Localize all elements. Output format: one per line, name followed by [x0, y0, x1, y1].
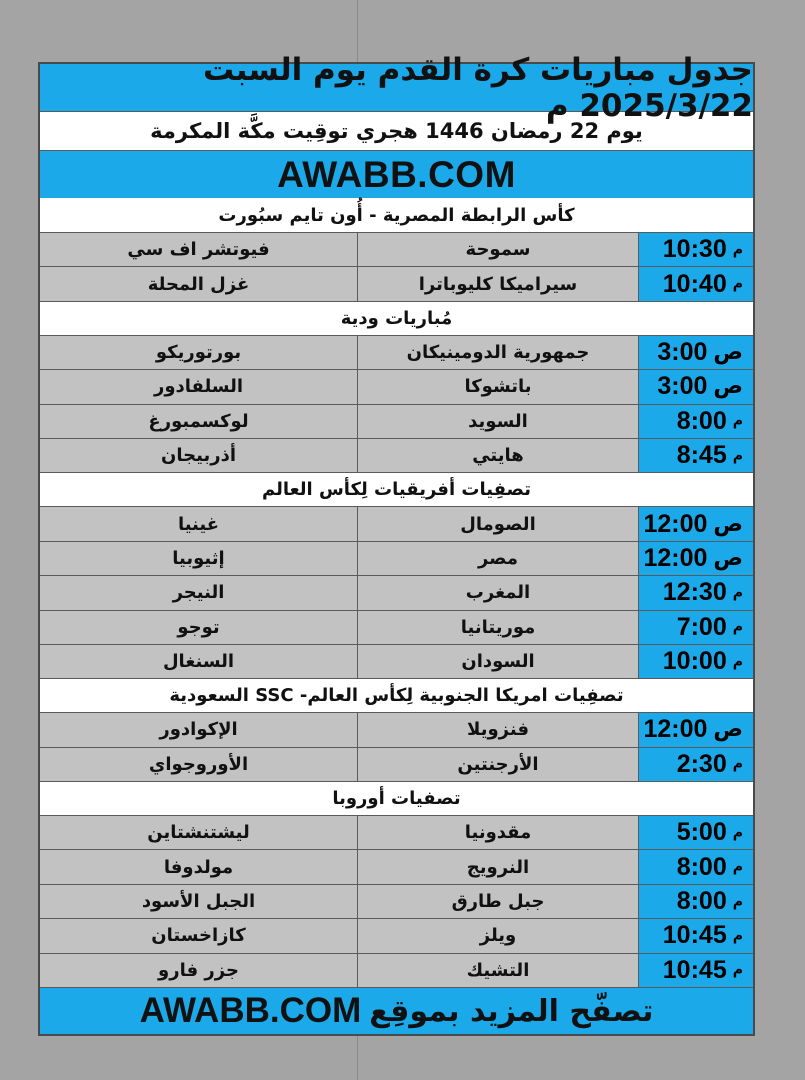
- schedule-title-row: [40, 51, 753, 124]
- match-time-cell: [638, 267, 753, 300]
- match-time: 8:00: [676, 887, 727, 916]
- match-time: 12:00: [643, 543, 708, 572]
- am-pm-label: م: [732, 893, 743, 910]
- match-time-cell: [638, 954, 753, 987]
- away-team: توجو: [177, 616, 220, 638]
- am-pm-label: ص: [713, 717, 743, 743]
- am-pm-label: م: [732, 619, 743, 636]
- match-time-cell: [638, 919, 753, 952]
- am-pm-label: م: [732, 756, 743, 773]
- competition-name: كأس الرابطة المصرية - أُون تايم سبُورت: [218, 204, 575, 226]
- am-pm-label: م: [732, 653, 743, 670]
- away-team: لوكسمبورغ: [148, 410, 249, 432]
- match-row: [40, 712, 753, 746]
- match-time-cell: [638, 233, 753, 266]
- match-time: 5:00: [676, 818, 727, 847]
- match-time: 8:00: [676, 852, 727, 881]
- home-team: هايتي: [357, 439, 638, 472]
- home-team: سيراميكا كليوباترا: [357, 267, 638, 300]
- site-banner-row: [40, 150, 753, 198]
- match-time-cell: [638, 439, 753, 472]
- home-team: مقدونيا: [357, 816, 638, 849]
- match-row: [40, 541, 753, 575]
- am-pm-label: م: [732, 859, 743, 876]
- match-row: [40, 918, 753, 952]
- away-team: جزر فارو: [158, 959, 239, 981]
- home-team: الأرجنتين: [357, 748, 638, 781]
- away-team: الإكوادور: [159, 719, 238, 741]
- home-team: المغرب: [357, 576, 638, 609]
- match-time: 10:45: [662, 955, 727, 984]
- am-pm-label: ص: [713, 374, 743, 400]
- am-pm-label: م: [732, 447, 743, 464]
- competition-header: [40, 472, 753, 506]
- match-row: [40, 610, 753, 644]
- competition-name: تصفِيات امريكا الجنوبية لِكأس العالم- SSC السعودية: [169, 685, 624, 707]
- match-time: 10:30: [662, 235, 727, 264]
- am-pm-label: م: [732, 824, 743, 841]
- competition-header: [40, 198, 753, 232]
- match-row: [40, 232, 753, 266]
- away-team: إثيوبيا: [172, 547, 225, 569]
- match-row: [40, 404, 753, 438]
- home-team: السودان: [357, 645, 638, 678]
- home-team: مصر: [357, 542, 638, 575]
- match-row: [40, 815, 753, 849]
- match-time-cell: [638, 713, 753, 746]
- match-schedule-sheet: [38, 51, 755, 1036]
- am-pm-label: ص: [713, 545, 743, 571]
- match-row: [40, 438, 753, 472]
- home-team: التشيك: [357, 954, 638, 987]
- away-team: غينيا: [177, 513, 220, 535]
- match-time: 10:40: [662, 269, 727, 298]
- match-time-cell: [638, 816, 753, 849]
- match-time-cell: [638, 507, 753, 540]
- match-time-cell: [638, 336, 753, 369]
- match-row: [40, 506, 753, 540]
- match-time: 8:45: [676, 441, 727, 470]
- match-time: 3:00: [657, 337, 708, 366]
- away-team: مولدوفا: [163, 856, 234, 878]
- match-time: 7:00: [676, 612, 727, 641]
- am-pm-label: م: [732, 241, 743, 258]
- away-team: السنغال: [162, 651, 235, 673]
- home-team: باتشوكا: [357, 370, 638, 403]
- footer-text: تصفّح المزيد بموقِع: [369, 993, 654, 1029]
- match-time: 2:30: [676, 749, 727, 778]
- match-row: [40, 884, 753, 918]
- competition-name: تصفيات أوروبا: [332, 788, 461, 810]
- competition-name: مُباريات ودية: [340, 307, 453, 329]
- match-row: [40, 747, 753, 781]
- footer-row: [40, 987, 753, 1034]
- schedule-title: جدول مباريات كرة القدم يوم السبت 2025/3/22 م: [202, 51, 753, 124]
- match-row: [40, 335, 753, 369]
- match-row: [40, 266, 753, 300]
- site-banner: AWABB.COM: [277, 153, 516, 195]
- sections-container: [40, 198, 753, 987]
- match-time-cell: [638, 611, 753, 644]
- match-time-cell: [638, 405, 753, 438]
- competition-name: تصفِيات أفريقيات لِكأس العالم: [261, 479, 532, 501]
- am-pm-label: م: [732, 276, 743, 293]
- match-time: 8:00: [676, 406, 727, 435]
- home-team: ويلز: [357, 919, 638, 952]
- match-time: 10:00: [662, 647, 727, 676]
- match-time: 12:30: [662, 578, 727, 607]
- away-team: غزل المحلة: [147, 273, 250, 295]
- away-team: بورتوريكو: [155, 341, 242, 363]
- competition-header: [40, 678, 753, 712]
- am-pm-label: م: [732, 584, 743, 601]
- away-team: الأوروجواي: [148, 753, 249, 775]
- away-team: ليشتنشتاين: [147, 822, 250, 844]
- footer-site: AWABB.COM: [139, 991, 362, 1031]
- match-row: [40, 369, 753, 403]
- match-row: [40, 849, 753, 883]
- match-row: [40, 953, 753, 987]
- competition-header: [40, 781, 753, 815]
- home-team: موريتانيا: [357, 611, 638, 644]
- hijri-date: يوم 22 رمضان 1446 هجري توقِيت مكَّة المكرمة: [150, 119, 643, 143]
- match-time: 12:00: [643, 715, 708, 744]
- home-team: النرويج: [357, 850, 638, 883]
- away-team: كازاخستان: [151, 925, 246, 947]
- away-team: النيجر: [172, 582, 225, 604]
- away-team: السلفادور: [153, 376, 244, 398]
- match-time-cell: [638, 542, 753, 575]
- home-team: جمهورية الدومينيكان: [357, 336, 638, 369]
- away-team: فيوتشر اف سي: [127, 239, 270, 261]
- am-pm-label: م: [732, 962, 743, 979]
- home-team: سموحة: [357, 233, 638, 266]
- home-team: فنزويلا: [357, 713, 638, 746]
- away-team: أذربيجان: [161, 445, 236, 467]
- am-pm-label: ص: [713, 339, 743, 365]
- match-row: [40, 644, 753, 678]
- match-time: 3:00: [657, 372, 708, 401]
- match-time-cell: [638, 748, 753, 781]
- match-time-cell: [638, 850, 753, 883]
- match-time-cell: [638, 576, 753, 609]
- am-pm-label: ص: [713, 511, 743, 537]
- home-team: جبل طارق: [357, 885, 638, 918]
- match-time-cell: [638, 885, 753, 918]
- away-team: الجبل الأسود: [141, 891, 256, 913]
- match-time-cell: [638, 645, 753, 678]
- match-time: 10:45: [662, 921, 727, 950]
- home-team: الصومال: [357, 507, 638, 540]
- match-time: 12:00: [643, 509, 708, 538]
- am-pm-label: م: [732, 413, 743, 430]
- match-time-cell: [638, 370, 753, 403]
- competition-header: [40, 301, 753, 335]
- home-team: السويد: [357, 405, 638, 438]
- match-row: [40, 575, 753, 609]
- am-pm-label: م: [732, 927, 743, 944]
